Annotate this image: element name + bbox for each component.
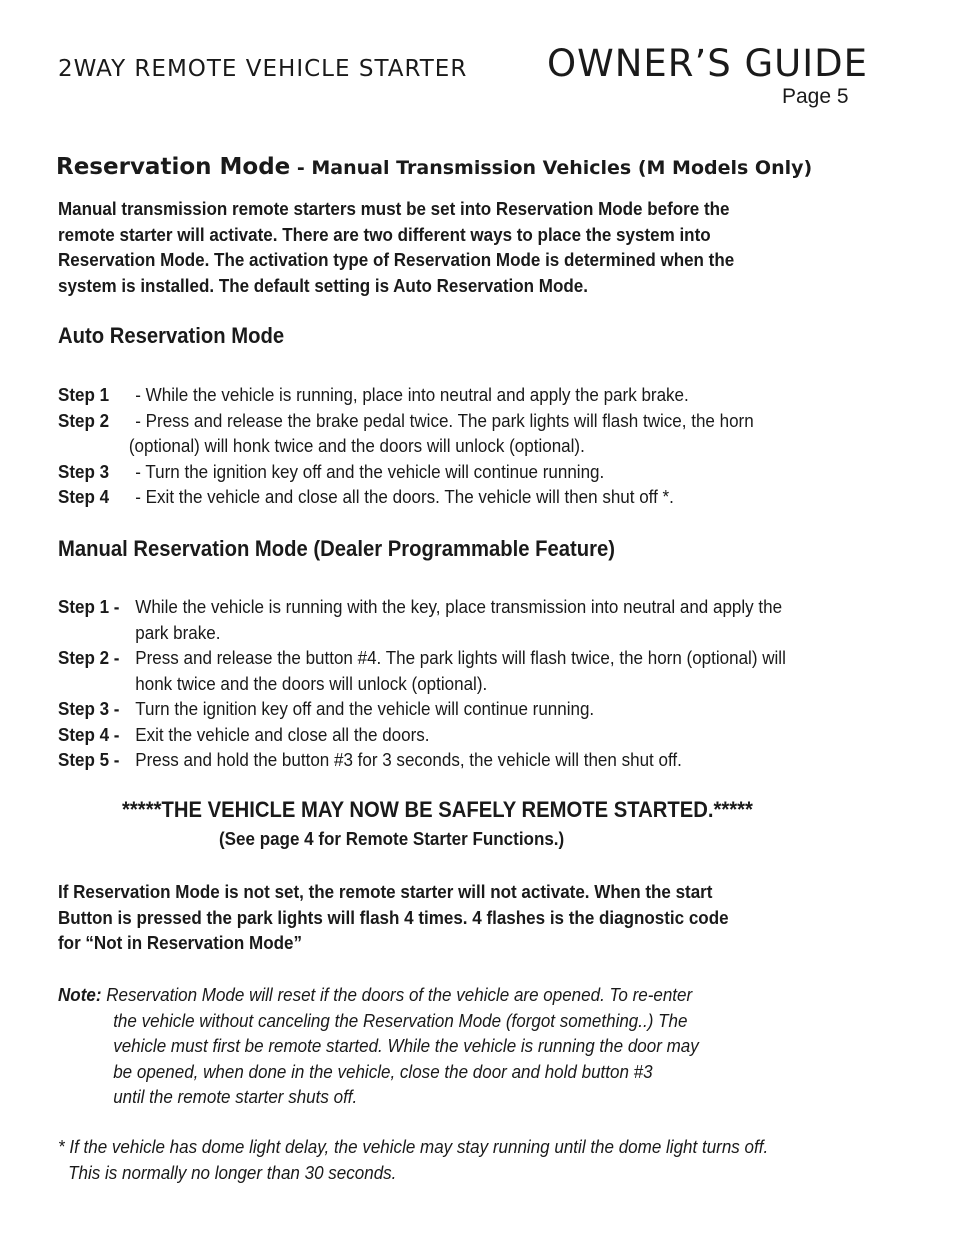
step-text: Press and hold the button #3 for 3 seconds, the vehicle will then shut off.	[135, 749, 682, 770]
step-label: Step 2 -	[58, 647, 120, 668]
step-text: Exit the vehicle and close all the doors.	[135, 723, 430, 745]
step-text-cont: honk twice and the doors will unlock (optional).	[135, 672, 488, 694]
note-line: until the remote starter shuts off.	[113, 1086, 358, 1107]
intro-line: system is installed. The default setting is Auto Reservation Mode.	[58, 274, 588, 296]
guide-title: OWNER’S GUIDE	[547, 42, 869, 85]
note-label: Note:	[58, 984, 102, 1005]
step-label: Step 5 -	[58, 749, 120, 770]
note-line: be opened, when done in the vehicle, close the door and hold button #3	[113, 1060, 653, 1082]
manual-step	[58, 696, 786, 722]
warning-line: If Reservation Mode is not set, the remote starter will not activate. When the start	[58, 881, 713, 902]
manual-step	[58, 594, 786, 645]
step-label: Step 2	[58, 409, 110, 431]
step-label: Step 3 -	[58, 698, 120, 719]
section-title-main: Reservation Mode	[56, 154, 291, 180]
footnote	[58, 1134, 768, 1185]
safe-start-text: *****THE VEHICLE MAY NOW BE SAFELY REMOTE STARTED.*****	[121, 797, 753, 822]
step-text: - Press and release the brake pedal twice. The park lights will flash twice, the horn	[135, 409, 754, 431]
manual-step	[58, 722, 786, 748]
step-text: While the vehicle is running with the key, place transmission into neutral and apply the	[135, 596, 783, 617]
note-line: vehicle must first be remote started. While the vehicle is running the door may	[113, 1035, 699, 1056]
reservation-warning	[58, 879, 729, 956]
footnote-line: This is normally no longer than 30 seconds.	[68, 1161, 397, 1183]
footnote-line: * If the vehicle has dome light delay, the vehicle may stay running until the dome light turns off.	[58, 1136, 769, 1157]
auto-step	[58, 408, 754, 459]
manual-step	[58, 747, 786, 773]
manual-step	[58, 645, 786, 696]
intro-paragraph	[58, 196, 734, 298]
step-text: - While the vehicle is running, place into neutral and apply the park brake.	[135, 384, 689, 405]
warning-line: Button is pressed the park lights will flash 4 times. 4 flashes is the diagnostic code	[58, 906, 729, 928]
step-text: - Exit the vehicle and close all the doors. The vehicle will then shut off *.	[135, 486, 674, 507]
see-page-reference	[0, 828, 954, 850]
manual-heading: Manual Reservation Mode (Dealer Programmable Feature)	[58, 536, 616, 561]
step-label: Step 1 -	[58, 596, 120, 617]
step-text: Press and release the button #4. The park lights will flash twice, the horn (optional) will	[135, 647, 786, 668]
note-line: Reservation Mode will reset if the doors of the vehicle are opened. To re-enter	[106, 984, 693, 1005]
step-label: Step 4	[58, 486, 110, 507]
step-label: Step 3	[58, 460, 110, 482]
step-text: - Turn the ignition key off and the vehicle will continue running.	[135, 460, 605, 482]
page-number: Page 5	[782, 85, 849, 108]
auto-heading: Auto Reservation Mode	[58, 323, 285, 348]
step-label: Step 4 -	[58, 723, 120, 745]
auto-step	[58, 459, 754, 485]
intro-line: Manual transmission remote starters must be set into Reservation Mode before the	[58, 198, 730, 219]
see-page-text: (See page 4 for Remote Starter Functions.)	[219, 828, 565, 849]
step-label: Step 1	[58, 384, 110, 405]
warning-line: for “Not in Reservation Mode”	[58, 932, 302, 953]
manual-steps	[58, 594, 786, 773]
note-block	[58, 982, 699, 1110]
safe-start-notice	[0, 797, 954, 823]
section-title	[56, 154, 812, 180]
step-text-cont: (optional) will honk twice and the doors will unlock (optional).	[128, 435, 585, 456]
auto-step	[58, 382, 754, 408]
auto-step	[58, 484, 754, 510]
section-subtitle: - Manual Transmission Vehicles (M Models Only)	[290, 157, 813, 179]
step-text-cont: park brake.	[135, 621, 221, 643]
intro-line: Reservation Mode. The activation type of Reservation Mode is determined when the	[58, 249, 735, 270]
intro-line: remote starter will activate. There are two different ways to place the system into	[58, 223, 711, 245]
note-line: the vehicle without canceling the Reservation Mode (forgot something..) The	[113, 1009, 688, 1031]
auto-steps	[58, 382, 754, 510]
step-text: Turn the ignition key off and the vehicle will continue running.	[135, 698, 595, 719]
product-name: 2WAY REMOTE VEHICLE STARTER	[58, 56, 468, 82]
